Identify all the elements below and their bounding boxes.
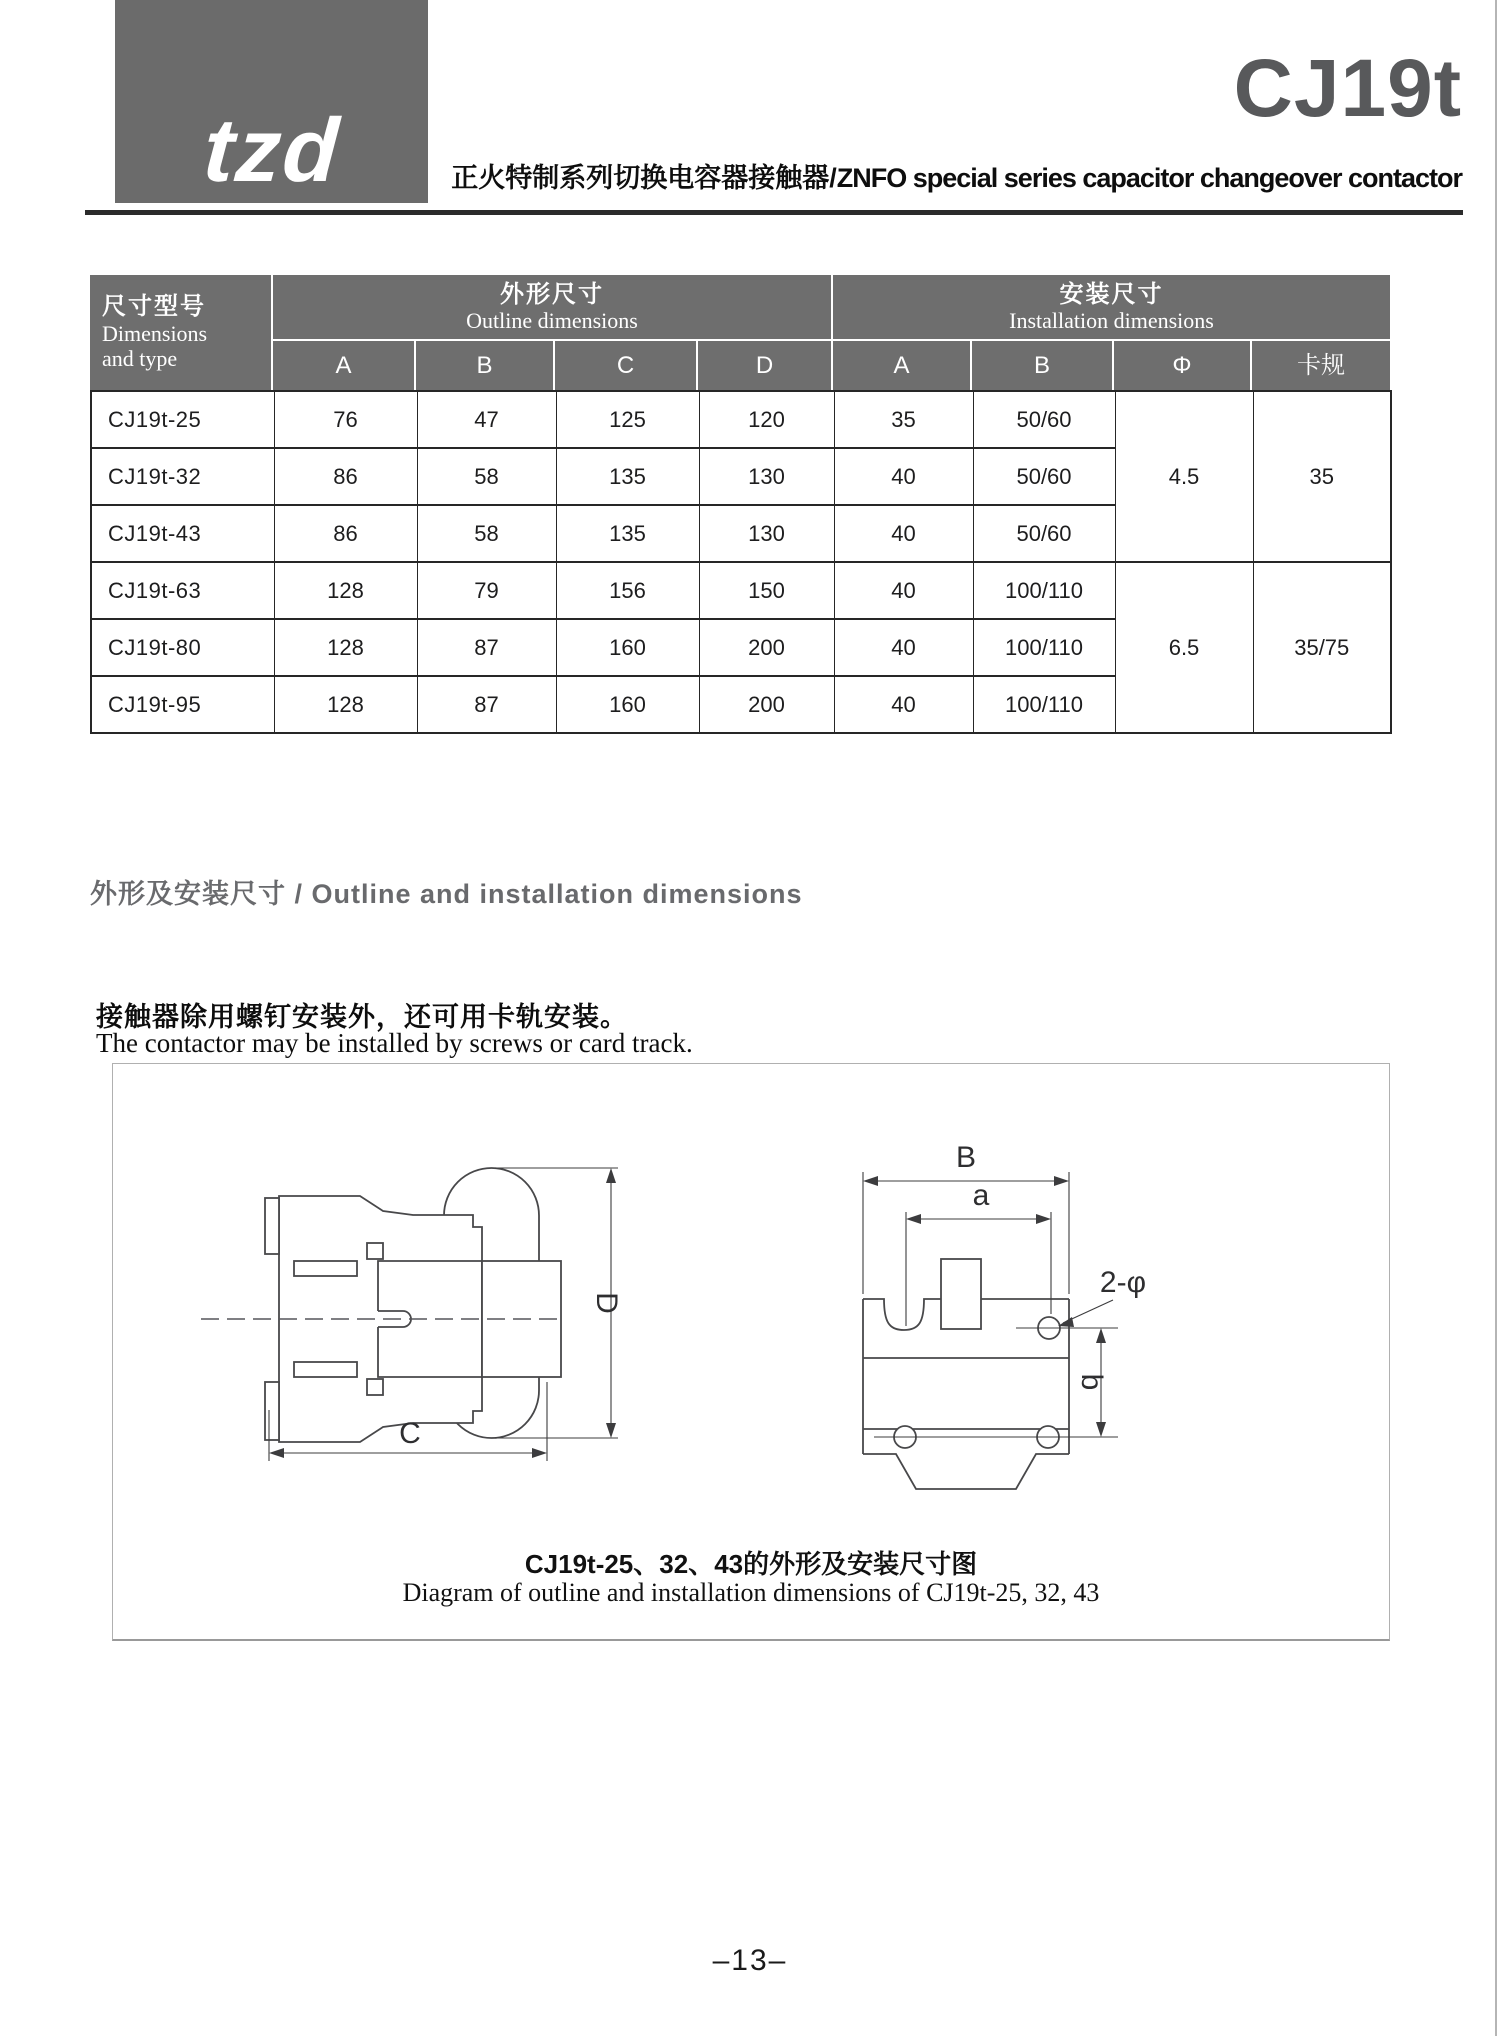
column-header-phi: Φ: [1114, 341, 1250, 390]
model-cell: CJ19t-63: [91, 562, 274, 619]
value-cell: 87: [417, 676, 556, 733]
column-header-outline-b: B: [416, 341, 553, 390]
value-cell: 40: [834, 676, 973, 733]
front-view-drawing: [863, 1259, 1069, 1489]
column-header-outline-a: A: [273, 341, 414, 390]
value-cell: 135: [556, 505, 699, 562]
page-subtitle: [451, 156, 1462, 195]
mounting-ear-bottom: [265, 1382, 279, 1440]
value-cell: 128: [274, 619, 417, 676]
arrowhead: [1058, 1317, 1074, 1327]
column-group-outline: 外形尺寸 Outline dimensions: [273, 275, 831, 339]
dimension-label-a: a: [972, 1179, 990, 1212]
value-cell: 76: [274, 391, 417, 448]
terminal-slot-bottom: [294, 1362, 357, 1377]
header-divider: [85, 210, 1463, 215]
column-header-outline-d: D: [698, 341, 831, 390]
holes-label: 2-φ: [1099, 1266, 1147, 1299]
dimension-label-d: D: [590, 1292, 623, 1314]
value-cell: 100/110: [973, 619, 1115, 676]
section-heading: 外形及安装尺寸 / Outline and installation dimensions: [90, 879, 803, 909]
column-header-outline-c: C: [555, 341, 696, 390]
dimension-table: [90, 390, 1392, 734]
value-cell: 160: [556, 619, 699, 676]
page-subtitle-cn: 正火特制系列切换电容器接触器/: [451, 163, 837, 193]
model-cell: CJ19t-43: [91, 505, 274, 562]
value-cell: 50/60: [973, 391, 1115, 448]
arrowhead: [532, 1448, 547, 1458]
value-cell: 58: [417, 448, 556, 505]
model-cell: CJ19t-80: [91, 619, 274, 676]
value-cell: 50/60: [973, 505, 1115, 562]
value-cell: 156: [556, 562, 699, 619]
value-cell: 47: [417, 391, 556, 448]
value-cell: 160: [556, 676, 699, 733]
value-cell: 40: [834, 562, 973, 619]
table-row: [91, 391, 1391, 448]
bottom-foot: [863, 1454, 1069, 1489]
brand-logo-text: tzd: [200, 100, 343, 201]
value-cell: 128: [274, 676, 417, 733]
value-cell: 79: [417, 562, 556, 619]
page-subtitle-en: ZNFO special series capacitor changeover contactor: [836, 163, 1462, 193]
value-cell: 40: [834, 619, 973, 676]
brand-logo-box: [115, 0, 428, 203]
value-cell: 86: [274, 505, 417, 562]
arrowhead: [269, 1448, 284, 1458]
arrowhead: [906, 1214, 921, 1224]
dimension-table-header: [90, 275, 1390, 390]
mounting-ear-top: [265, 1198, 279, 1254]
value-cell: 50/60: [973, 448, 1115, 505]
gauge-merged-cell: 35/75: [1253, 562, 1391, 733]
column-header-install-a: A: [833, 341, 970, 390]
phi-merged-cell: 4.5: [1115, 391, 1253, 562]
diagram-caption-cn: CJ19t-25、32、43的外形及安装尺寸图: [524, 1549, 978, 1579]
arrowhead: [1054, 1176, 1069, 1186]
value-cell: 128: [274, 562, 417, 619]
value-cell: 125: [556, 391, 699, 448]
outline-diagram-box: [112, 1063, 1390, 1641]
body-seams: [863, 1358, 1069, 1429]
value-cell: 100/110: [973, 562, 1115, 619]
arrowhead: [863, 1176, 878, 1186]
value-cell: 130: [699, 505, 834, 562]
value-cell: 87: [417, 619, 556, 676]
value-cell: 86: [274, 448, 417, 505]
table-row: [91, 562, 1391, 619]
value-cell: 150: [699, 562, 834, 619]
column-header-install-b: B: [972, 341, 1112, 390]
diagram-caption-en: Diagram of outline and installation dimensions of CJ19t-25, 32, 43: [402, 1578, 1100, 1607]
value-cell: 200: [699, 619, 834, 676]
column-header-gauge: 卡规: [1252, 341, 1390, 390]
phi-merged-cell: 6.5: [1115, 562, 1253, 733]
side-view-drawing: [265, 1168, 561, 1442]
install-note-cn: 接触器除用螺钉安装外，还可用卡轨安装。: [96, 1002, 628, 1032]
value-cell: 200: [699, 676, 834, 733]
arrowhead: [1036, 1214, 1051, 1224]
column-header-type: 尺寸型号 Dimensions and type: [90, 275, 271, 390]
dimension-label-b-lower: b: [1075, 1373, 1108, 1391]
face-tab-top: [367, 1243, 383, 1259]
top-edge-with-notch: [863, 1299, 941, 1330]
value-cell: 40: [834, 448, 973, 505]
face-tab-bottom: [367, 1379, 383, 1395]
install-note-en: The contactor may be installed by screws or card track.: [96, 1028, 693, 1058]
model-cell: CJ19t-32: [91, 448, 274, 505]
column-group-installation: 安装尺寸 Installation dimensions: [833, 275, 1390, 339]
arrowhead: [1096, 1328, 1106, 1343]
top-clip-block: [941, 1259, 981, 1329]
arrowhead: [1096, 1422, 1106, 1437]
terminal-slot-top: [294, 1261, 357, 1276]
value-cell: 58: [417, 505, 556, 562]
page-number: –13–: [712, 1944, 788, 1977]
value-cell: 40: [834, 505, 973, 562]
value-cell: 130: [699, 448, 834, 505]
arrowhead: [606, 1168, 616, 1183]
gauge-merged-cell: 35: [1253, 391, 1391, 562]
page-title: CJ19t: [1233, 43, 1462, 134]
value-cell: 120: [699, 391, 834, 448]
model-cell: CJ19t-25: [91, 391, 274, 448]
dimension-label-c: C: [399, 1417, 421, 1450]
arrowhead: [606, 1423, 616, 1438]
value-cell: 135: [556, 448, 699, 505]
model-cell: CJ19t-95: [91, 676, 274, 733]
value-cell: 35: [834, 391, 973, 448]
value-cell: 100/110: [973, 676, 1115, 733]
page-edge-line: [1495, 0, 1497, 2036]
dimension-label-b-upper: B: [955, 1141, 977, 1174]
